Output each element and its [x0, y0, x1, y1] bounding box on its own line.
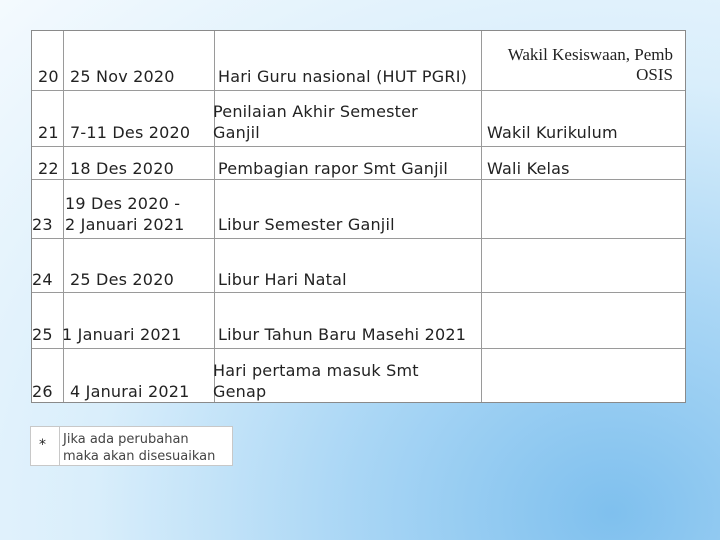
row-divider: [32, 179, 685, 180]
row-date: 1 Januari 2021: [62, 325, 182, 344]
row-date: 25 Des 2020: [70, 270, 174, 289]
row-pic: Wakil Kesiswaan, Pemb OSIS: [507, 45, 673, 84]
row-number: 26: [32, 382, 53, 401]
footnote-text: Jika ada perubahan maka akan disesuaikan: [63, 432, 216, 464]
row-number: 24: [32, 270, 53, 289]
row-pic: Wakil Kurikulum: [487, 123, 618, 142]
row-event: Hari pertama masuk Smt Genap: [213, 361, 419, 401]
row-event: Pembagian rapor Smt Ganjil: [218, 159, 449, 178]
row-event: Penilaian Akhir Semester Ganjil: [213, 102, 418, 142]
footnote-box: [30, 426, 233, 466]
row-event: Libur Tahun Baru Masehi 2021: [218, 325, 467, 344]
row-number: 25: [32, 325, 53, 344]
row-divider: [32, 292, 685, 293]
row-date: 4 Janurai 2021: [70, 382, 190, 401]
col-divider-no: [63, 31, 64, 402]
row-number: 20: [38, 67, 59, 86]
row-date: 7-11 Des 2020: [70, 123, 191, 142]
row-number: 21: [38, 123, 59, 142]
schedule-table: [31, 30, 686, 403]
row-divider: [32, 348, 685, 349]
row-event: Hari Guru nasional (HUT PGRI): [218, 67, 468, 86]
footnote-divider: [59, 427, 60, 465]
row-date: 19 Des 2020 - 2 Januari 2021: [65, 194, 185, 234]
row-event: Libur Semester Ganjil: [218, 215, 395, 234]
row-number: 23: [32, 215, 53, 234]
row-divider: [32, 90, 685, 91]
col-divider-date: [214, 31, 215, 402]
col-divider-event: [481, 31, 482, 402]
row-date: 25 Nov 2020: [70, 67, 175, 86]
row-date: 18 Des 2020: [70, 159, 174, 178]
row-divider: [32, 146, 685, 147]
footnote-marker: *: [39, 437, 46, 453]
row-pic: Wali Kelas: [487, 159, 570, 178]
row-number: 22: [38, 159, 59, 178]
row-event: Libur Hari Natal: [218, 270, 347, 289]
row-divider: [32, 238, 685, 239]
